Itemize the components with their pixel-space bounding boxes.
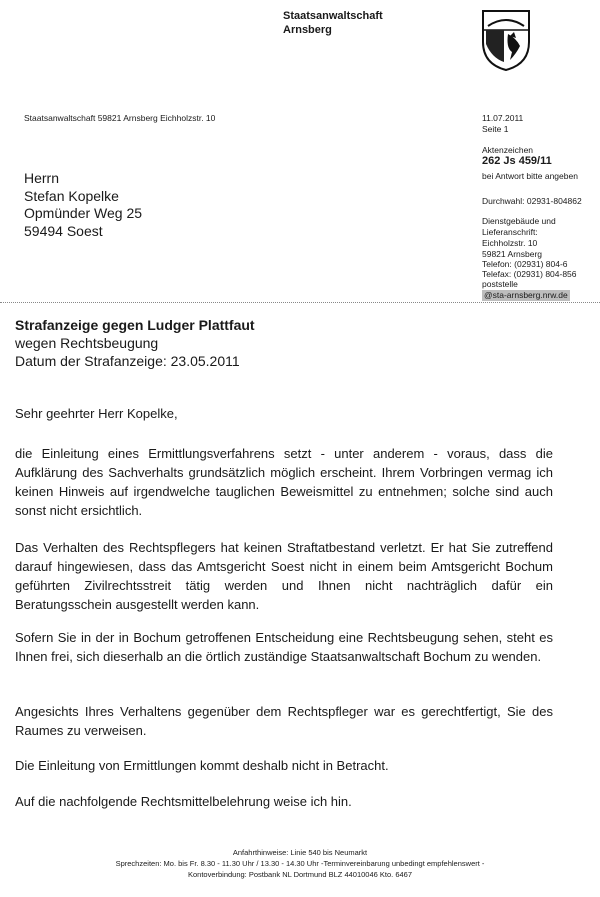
address-street: Eichholzstr. 10	[482, 238, 538, 248]
recipient-city: 59494 Soest	[24, 222, 103, 239]
email-domain	[482, 290, 570, 301]
recipient-address	[24, 170, 142, 240]
footer-directions: Anfahrthinweise: Linie 540 bis Neumarkt	[232, 848, 368, 857]
building-label-1: Dienstgebäude und	[482, 216, 556, 226]
footer-hours: Sprechzeiten: Mo. bis Fr. 8.30 - 11.30 Uhr / 13.30 - 14.30 Uhr -Terminvereinbarung unbedingt empfehlenswert -	[115, 859, 485, 868]
subject-line-2: wegen Rechtsbeugung	[15, 335, 159, 351]
paragraph-4: Angesichts Ihres Verhaltens gegenüber dem Rechtspfleger war es gerechtfertigt, Sie des Raumes zu verweisen.	[15, 704, 553, 738]
address-city: 59821 Arnsberg	[482, 249, 543, 259]
page-number: Seite 1	[482, 124, 509, 134]
authority-name-line1: Staatsanwaltschaft	[283, 10, 383, 22]
file-number-note: bei Antwort bitte angeben	[482, 171, 578, 181]
sender-return-address: Staatsanwaltschaft 59821 Arnsberg Eichholzstr. 10	[24, 113, 216, 123]
recipient-name: Stefan Kopelke	[24, 187, 119, 204]
salutation: Sehr geehrter Herr Kopelke,	[15, 406, 178, 421]
file-number-label: Aktenzeichen	[482, 145, 534, 155]
authority-name	[283, 9, 383, 37]
email-label: poststelle	[482, 279, 518, 289]
letter-date: 11.07.2011	[482, 113, 524, 123]
subject-block	[15, 316, 255, 370]
authority-name-line2: Arnsberg	[283, 24, 332, 36]
paragraph-1: die Einleitung eines Ermittlungsverfahrens setzt - unter anderem - voraus, dass die Aufklärung des Sachverhalts grundsätzlich möglich erscheint. Ihrem Vorbringen vermag ich keinen Hinweis auf irgendwelche tauglichen Beweismittel zu entnehmen; solche sind auch sonst nicht ersichtlich.	[15, 446, 553, 518]
subject-line-3: Datum der Strafanzeige: 23.05.2011	[15, 353, 240, 369]
footer-bank: Kontoverbindung: Postbank NL Dortmund BLZ 44010046 Kto. 6467	[187, 870, 413, 879]
email-domain-text: @sta-arnsberg.nrw.de	[484, 290, 568, 300]
nrw-coat-of-arms-icon	[480, 8, 532, 72]
paragraph-3: Sofern Sie in der in Bochum getroffenen Entscheidung eine Rechtsbeugung sehen, steht es Ihnen frei, sich dieserhalb an die örtlich zuständige Staatsanwaltschaft Bochum zu wenden.	[15, 630, 553, 664]
paragraph-2: Das Verhalten des Rechtspflegers hat keinen Straftatbestand verletzt. Er hat Sie zutreffend darauf hingewiesen, dass das Amtsgericht Soest nicht in einem beim Amtsgericht Bochum geführten Zivilrechtsstreit tätig werden und Ihnen nicht nachträglich dafür ein Beratungsschein ausgestellt werden kann.	[15, 540, 553, 612]
recipient-salutation: Herrn	[24, 170, 60, 186]
paragraph-6: Auf die nachfolgende Rechtsmittelbelehrung weise ich hin.	[15, 794, 352, 809]
paragraph-5: Die Einleitung von Ermittlungen kommt deshalb nicht in Betracht.	[15, 758, 389, 773]
file-number: 262 Js 459/11	[482, 155, 552, 167]
recipient-street: Opmünder Weg 25	[24, 205, 143, 221]
fax-number: Telefax: (02931) 804-856	[482, 269, 577, 279]
direct-dial: Durchwahl: 02931-804862	[482, 196, 582, 206]
building-label-2: Lieferanschrift:	[482, 227, 538, 237]
phone-number: Telefon: (02931) 804-6	[482, 259, 568, 269]
subject-title: Strafanzeige gegen Ludger Plattfaut	[15, 317, 255, 333]
fold-line-divider	[0, 302, 600, 303]
